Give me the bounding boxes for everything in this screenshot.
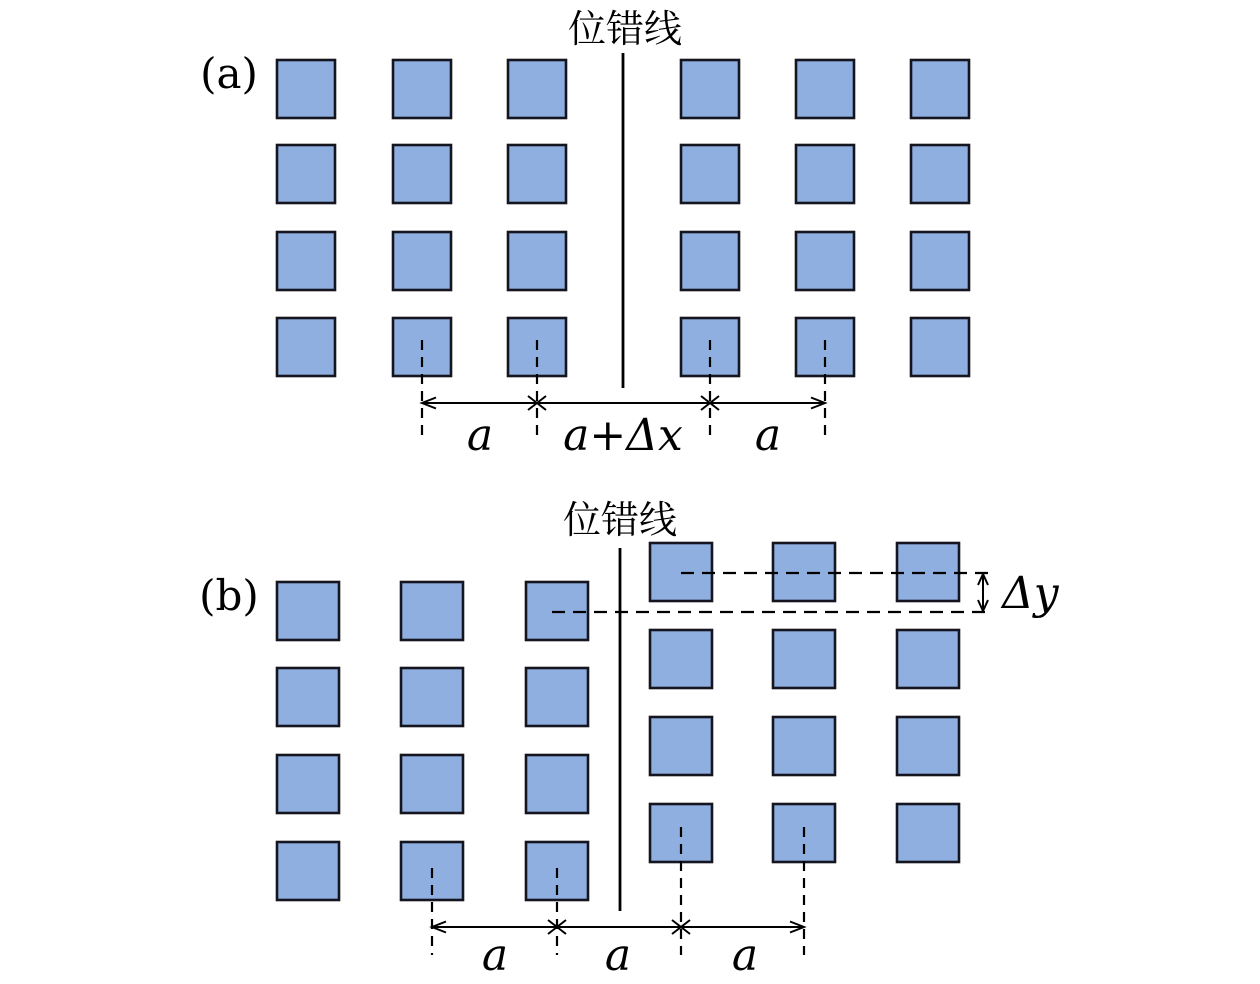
delta-y-label: Δy: [1002, 568, 1059, 619]
lattice-square: [508, 232, 566, 290]
panel-b-title: 位错线: [562, 498, 678, 542]
lattice-square: [681, 232, 739, 290]
panel-b-index-label: (b): [199, 571, 259, 620]
dimension-label: a: [754, 410, 782, 461]
lattice-square: [897, 717, 959, 775]
lattice-square: [911, 145, 969, 203]
dimension-label: a: [731, 930, 759, 981]
dimension-label: a: [604, 930, 632, 981]
lattice-square: [526, 755, 588, 813]
lattice-square: [911, 60, 969, 118]
lattice-square: [897, 630, 959, 688]
lattice-square: [796, 232, 854, 290]
lattice-square: [277, 60, 335, 118]
dimension-label: a+Δx: [563, 410, 683, 461]
panel-a-index-label: (a): [200, 49, 258, 98]
lattice-square: [393, 232, 451, 290]
lattice-square: [508, 145, 566, 203]
lattice-square: [773, 717, 835, 775]
lattice-square: [773, 630, 835, 688]
lattice-square: [401, 582, 463, 640]
lattice-square: [526, 668, 588, 726]
dimension-label: a: [481, 930, 509, 981]
lattice-square: [401, 755, 463, 813]
lattice-square: [401, 668, 463, 726]
lattice-square: [277, 755, 339, 813]
lattice-square: [277, 582, 339, 640]
lattice-square: [681, 60, 739, 118]
lattice-square: [650, 717, 712, 775]
lattice-square: [277, 145, 335, 203]
panel-a-drawing: [277, 53, 969, 461]
panel-a-title: 位错线: [567, 7, 683, 51]
lattice-square: [897, 804, 959, 862]
panel-b-drawing: [277, 543, 1060, 981]
lattice-square: [277, 668, 339, 726]
lattice-square: [681, 145, 739, 203]
lattice-square: [393, 60, 451, 118]
lattice-square: [796, 145, 854, 203]
lattice-square: [796, 60, 854, 118]
lattice-square: [911, 318, 969, 376]
lattice-square: [393, 145, 451, 203]
lattice-square: [508, 60, 566, 118]
lattice-square: [650, 630, 712, 688]
lattice-square: [911, 232, 969, 290]
lattice-square: [277, 318, 335, 376]
lattice-square: [897, 543, 959, 601]
panel-a: [200, 7, 969, 461]
lattice-square: [773, 543, 835, 601]
lattice-square: [277, 842, 339, 900]
panel-b: [199, 498, 1060, 981]
lattice-square: [277, 232, 335, 290]
dimension-label: a: [466, 410, 494, 461]
